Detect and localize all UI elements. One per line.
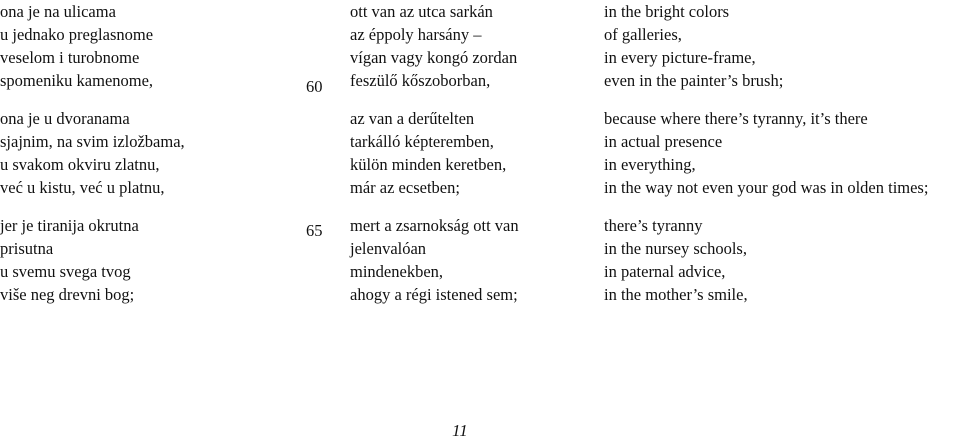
croatian-stanza-1 — [0, 0, 153, 92]
hungarian-stanza-1 — [350, 0, 517, 92]
line-number: 60 — [306, 77, 323, 96]
verse-line: az van a derűtelten — [350, 109, 475, 128]
verse-line: in the nursey schools, — [604, 239, 747, 258]
verse-line: veselom i turobnome — [0, 48, 140, 67]
verse-line: mindenekben, — [350, 262, 444, 281]
verse-line: ona je na ulicama — [0, 2, 116, 21]
verse-line: because where there’s tyranny, it’s there — [604, 109, 868, 128]
verse-line: külön minden keretben, — [350, 155, 507, 174]
verse-line: az éppoly harsány – — [350, 25, 482, 44]
verse-line: in the bright colors — [604, 2, 730, 21]
verse-line: ona je u dvoranama — [0, 109, 130, 128]
verse-line: ahogy a régi istened sem; — [350, 285, 518, 304]
verse-line: jelenvalóan — [350, 239, 427, 258]
verse-line: in the way not even your god was in olden times; — [604, 178, 929, 197]
verse-line: već u kistu, već u platnu, — [0, 178, 165, 197]
verse-line: mert a zsarnokság ott van — [350, 216, 519, 235]
verse-line: u jednako preglasnome — [0, 25, 154, 44]
verse-line: there’s tyranny — [604, 216, 703, 235]
verse-line: ott van az utca sarkán — [350, 2, 493, 21]
verse-line: in the mother’s smile, — [604, 285, 748, 304]
english-stanza-1 — [604, 0, 783, 92]
line-number: 65 — [306, 221, 323, 240]
hungarian-stanza-3 — [350, 214, 519, 306]
croatian-stanza-3 — [0, 214, 139, 306]
verse-line: már az ecsetben; — [350, 178, 460, 197]
verse-line: u svemu svega tvog — [0, 262, 131, 281]
verse-line: of galleries, — [604, 25, 682, 44]
verse-line: sjajnim, na svim izložbama, — [0, 132, 185, 151]
croatian-stanza-2 — [0, 107, 185, 199]
verse-line: in actual presence — [604, 132, 723, 151]
verse-line: u svakom okviru zlatnu, — [0, 155, 160, 174]
verse-line: in everything, — [604, 155, 696, 174]
verse-line: in every picture-frame, — [604, 48, 756, 67]
verse-line: više neg drevni bog; — [0, 285, 135, 304]
verse-line: prisutna — [0, 239, 54, 258]
verse-line: jer je tiranija okrutna — [0, 216, 139, 235]
english-stanza-2 — [604, 107, 928, 199]
english-stanza-3 — [604, 214, 748, 306]
verse-line: feszülő kőszoborban, — [350, 71, 491, 90]
page-number: 11 — [452, 421, 468, 440]
verse-line: spomeniku kamenome, — [0, 71, 154, 90]
verse-line: even in the painter’s brush; — [604, 71, 784, 90]
verse-line: in paternal advice, — [604, 262, 726, 281]
verse-line: vígan vagy kongó zordan — [350, 48, 518, 67]
hungarian-stanza-2 — [350, 107, 506, 199]
verse-line: tarkálló képteremben, — [350, 132, 494, 151]
